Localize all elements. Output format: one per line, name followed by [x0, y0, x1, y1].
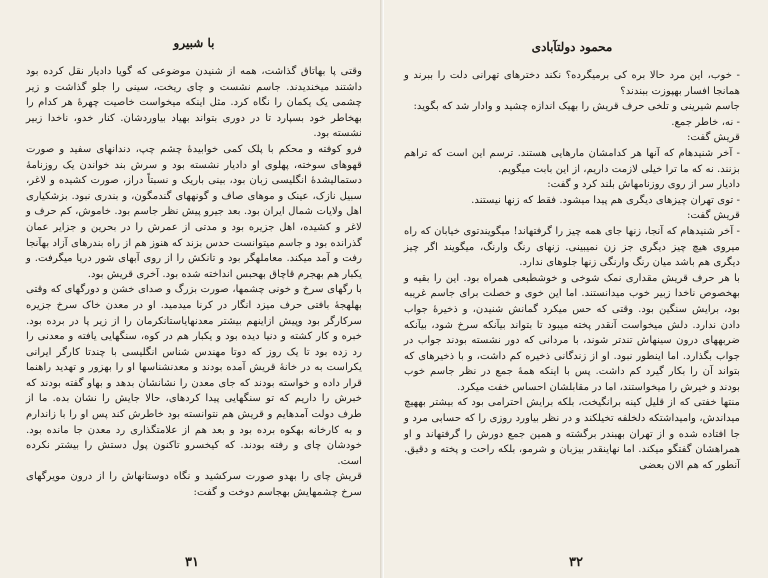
left-running-head: با شبیرو — [173, 36, 215, 50]
right-page — [384, 0, 768, 578]
left-body-text — [26, 64, 362, 501]
paragraph: - آخر شنیدهام که آنها هر کدامشان مارهایی هستند. ترسم این است که تراهم بزنند. نه که ما ترا خیلی لازمت داریم، از این بابت میگویم. — [404, 147, 740, 175]
paragraph: قریش گفت: — [687, 132, 740, 144]
right-running-head: محمود دولتآبادی — [531, 40, 613, 54]
paragraph: - آخر شنیدهام که آنجا، زنها جای همه چیز را گرفتهاند! میگویندتوی خیابان که راه میروی هیچ چیز دیگری جز زن نمیبینی. زنهای رنگ وارنگ، میگویند اگر چیز دیگری هم باشد میان رنگ وارنگی زنها جلوهای ندارد. — [404, 225, 740, 269]
left-page-number: ۳۱ — [185, 555, 199, 570]
paragraph: - نه، خاطر جمع. — [671, 116, 740, 128]
paragraph: جاسم شیرینی و تلخی حرف قریش را بهیک اندازه چشید و وادار شد که بگوید: — [413, 101, 740, 113]
paragraph: منتها خفتی که از قلیل کینه برانگیخت، بلکه برایش احترامی بود که بیشتر بههیچ میداندش، وامیداشتکه دلخلفه تخیلکند و در نظر بیاورد روزی را که حسابی مرد و جا افتاده شده و از تهران بهبندر برگشته و همین جمع دورش را گرفتهاند و او همراهشان گفتگو میکند. اما نهاینقدر بیزبان و شرمو، بلکه راحت و پخته و دقیق. آنطور که هم الان بعضی — [404, 397, 740, 471]
paragraph: دادیار سر از روی روزنامهاش بلند کرد و گفت: — [547, 179, 740, 191]
paragraph: - خوب، این مرد حالا بره کی برمیگرده؟ نکند دخترهای تهرانی دلت را ببرند و همانجا افسار بهپوزت ببندند؟ — [404, 70, 740, 97]
right-page-number: ۳۲ — [569, 555, 583, 570]
paragraph: با هر حرف قریش مقداری نمک شوخی و خوشطبعی همراه بود. این را بقیه و بهخصوص ناخدا زبیر خوب میدانستند. اما این خوی و خصلت برای جاسم غریبه بود، برایش سنگین بود. وقتی که حس میکرد گمانش شنیدن، و ذخیرهٔ جواب دادن ندارد. دلش میخواست آنقدر پخته میبود تا بتواند بیآنکه سرخ شود، بیآنکه ضربههای درون سینهاش تندتر شوند، با مردانی که دور نشسته بودند جواب در جواب بگذارد. اما اینطور نبود. او از زندگانی ذخیره کم داشت، و با ذخیرهای که بتواند آن را بکار گیرد کم داشت. پس با اینکه همهٔ جمع در نظر جاسم خوب بودند و خیرش را میخواستند، اما در مقابلشان احساس خفت میکرد. — [404, 272, 740, 393]
paragraph: وقتی پا بهاتاق گذاشت، همه از شنیدن موضوعی که گویا دادیار نقل کرده بود داشتند میخندیدند. جاسم نشست و چای ریخت، سینی را جلو گذاشت و زیر چشمی یک یکمان را نگاه کرد. مثل اینکه میخواست خاصیت چهرهٔ هر کدام را بهخاطر خود بسپارد تا در دوری بتواند بهیاد بیاوردشان. کنار خدو، ناخدا زبیر نشسته بود. — [26, 66, 362, 140]
paragraph: با رگهای سرخ و خونی چشمها، صورت بزرگ و صدای خشن و دورگهای که وقتی بهلهجهٔ بافتی حرف میزد انگار در کرنا میدمید. او در معدن خاک سرخ جزیره سرکارگر بود وپیش ازاینهم بیشتر معدنهایاستانکرمان را از زیر پا در برده بود. خبره و کار کشته و دنیا دیده بود و یکبار هم در کوه، سنگهایی یافته و معدنی را رد زده بود تا یک روز که دوتا مهندس شناس انگلیسی با چندتا کارگر ایرانی یکراست به در خانهٔ قریش آمده بودند و معدنشناسها او را بهزور و تهدید راهنما قرار داده و خواسته بودند که جای معدن را نشانشان بدهد و بهاو گفته بودند که خبرش را داریم که تو سنگهایی پیدا کردهای، حالا جایش را نشان بده. ما از طرف دولت آمدهایم و قریش هم نتوانسته بود خاطرش کند پس او را با زاندارم و به کارخانه بهکوه برده بود و بعد هم از علامتگذاری رد معدن جا مانده بود. خودشان چای و رفته بودند. که کیخسرو تاکنون پول دستش را بیشتر نکرده است. — [26, 284, 362, 467]
paragraph: فرو کوفته و محکم با پلک کمی خوابیدهٔ چشم چپ، دندانهای سفید و صورت قهوهای سوخته، پهلوی او دادیار نشسته بود و سرش بند خواندن یک روزنامهٔ دستمالیشدهٔ انگلیسی زبان بود، بینی باریک و نسبتاً دراز، صورت کشیده و لاغر، سبیل نازک، عینک و موهای صاف و گونههای گندمگون، و بندری نبود. بزشکیاری اهل ولایات شمال ایران بود. بعد جیرو پیش نظر جاسم بود. خاموش، کم حرف و لاغر و کشیده، اهل جزیره بود و مدتی از عمرش را در بحرین و جزایر عمان گذرانده بود و جاسم میتوانست حدس بزند که هنوز هم از راه بندرهای آزاد بهآنجا رفت و آمد میکند. معاملهگر بود و تانکش را از روی آبهای شور دریا میگرفت. و یکبار هم بهجرم قاچاق بهحبس انداخته شده بود. آخری قریش بود. — [26, 143, 362, 280]
paragraph: قریش گفت: — [687, 210, 740, 222]
right-body-text — [404, 68, 740, 473]
paragraph: قریش چای را بهدو صورت سرکشید و نگاه دوستانهاش را از درون مویرگهای سرخ چشمهایش بهجاسم دوخت و گفت: — [26, 471, 362, 499]
paragraph: - توی تهران چیزهای دیگری هم پیدا میشود. فقط که زنها نیستند. — [471, 194, 740, 206]
